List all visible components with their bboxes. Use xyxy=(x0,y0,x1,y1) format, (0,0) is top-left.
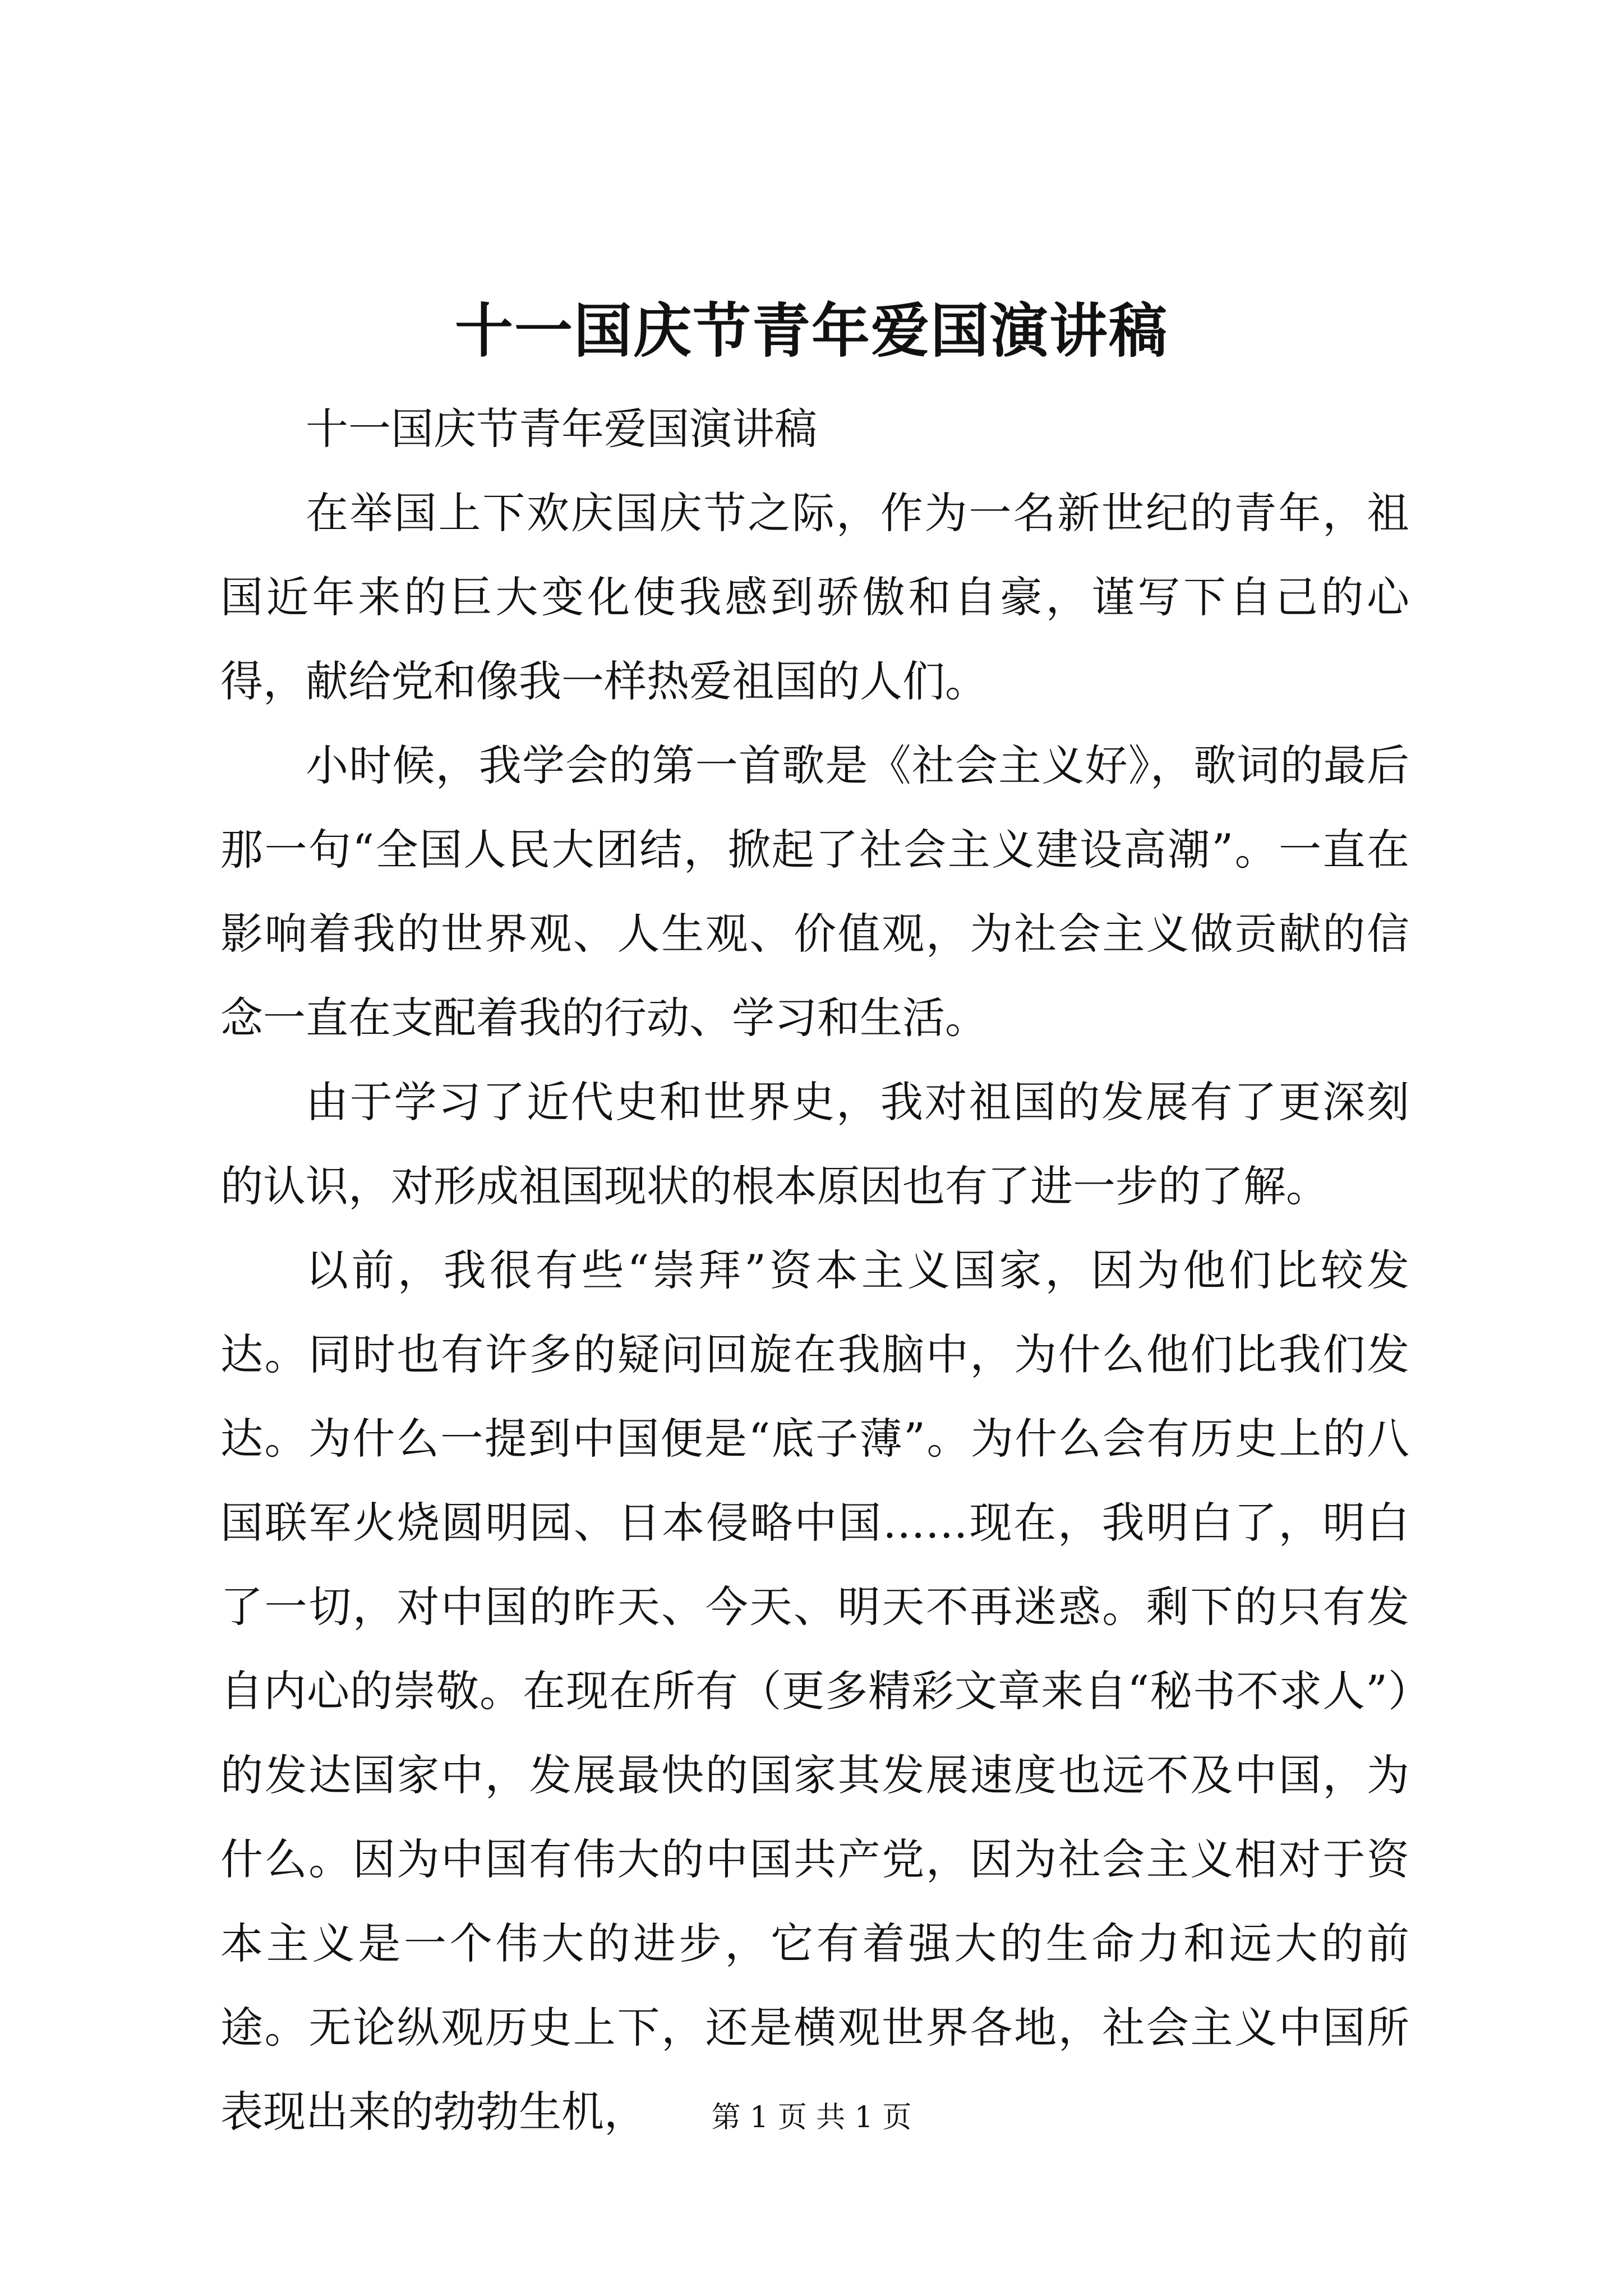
document-body xyxy=(220,387,1409,2154)
page-footer: 第 1 页 共 1 页 xyxy=(711,2101,912,2134)
paragraph: 在举国上下欢庆国庆节之际，作为一名新世纪的青年，祖国近年来的巨大变化使我感到骄傲和自豪，谨写下自己的心得，献给党和像我一样热爱祖国的人们。 xyxy=(220,488,1409,706)
paragraph: 以前，我很有些“崇拜”资本主义国家，因为他们比较发达。同时也有许多的疑问回旋在我脑中，为什么他们比我们发达。为什么一提到中国便是“底子薄”。为什么会有历史上的八国联军火烧圆明园、日本侵略中国……现在，我明白了，明白了一切，对中国的昨天、今天、明天不再迷惑。剩下的只有发自内心的崇敬。在现在所有（更多精彩文章来自“秘书不求人”）的发达国家中，发展最快的国家其发展速度也远不及中国，为什么。因为中国有伟大的中国共产党，因为社会主义相对于资本主义是一个伟大的进步，它有着强大的生命力和远大的前途。无论纵观历史上下，还是横观世界各地，社会主义中国所表现出来的勃勃生机， xyxy=(220,1245,1409,2137)
paragraph-subtitle: 十一国庆节青年爱国演讲稿 xyxy=(306,404,817,454)
paragraph: 小时候，我学会的第一首歌是《社会主义好》，歌词的最后那一句“全国人民大团结，掀起了社会主义建设高潮”。一直在影响着我的世界观、人生观、价值观，为社会主义做贡献的信念一直在支配着我的行动、学习和生活。 xyxy=(220,740,1409,1043)
document-title: 十一国庆节青年爱国演讲稿 xyxy=(454,296,1168,365)
paragraph: 由于学习了近代史和世界史，我对祖国的发展有了更深刻的认识，对形成祖国现状的根本原因也有了进一步的了解。 xyxy=(220,1077,1409,1211)
